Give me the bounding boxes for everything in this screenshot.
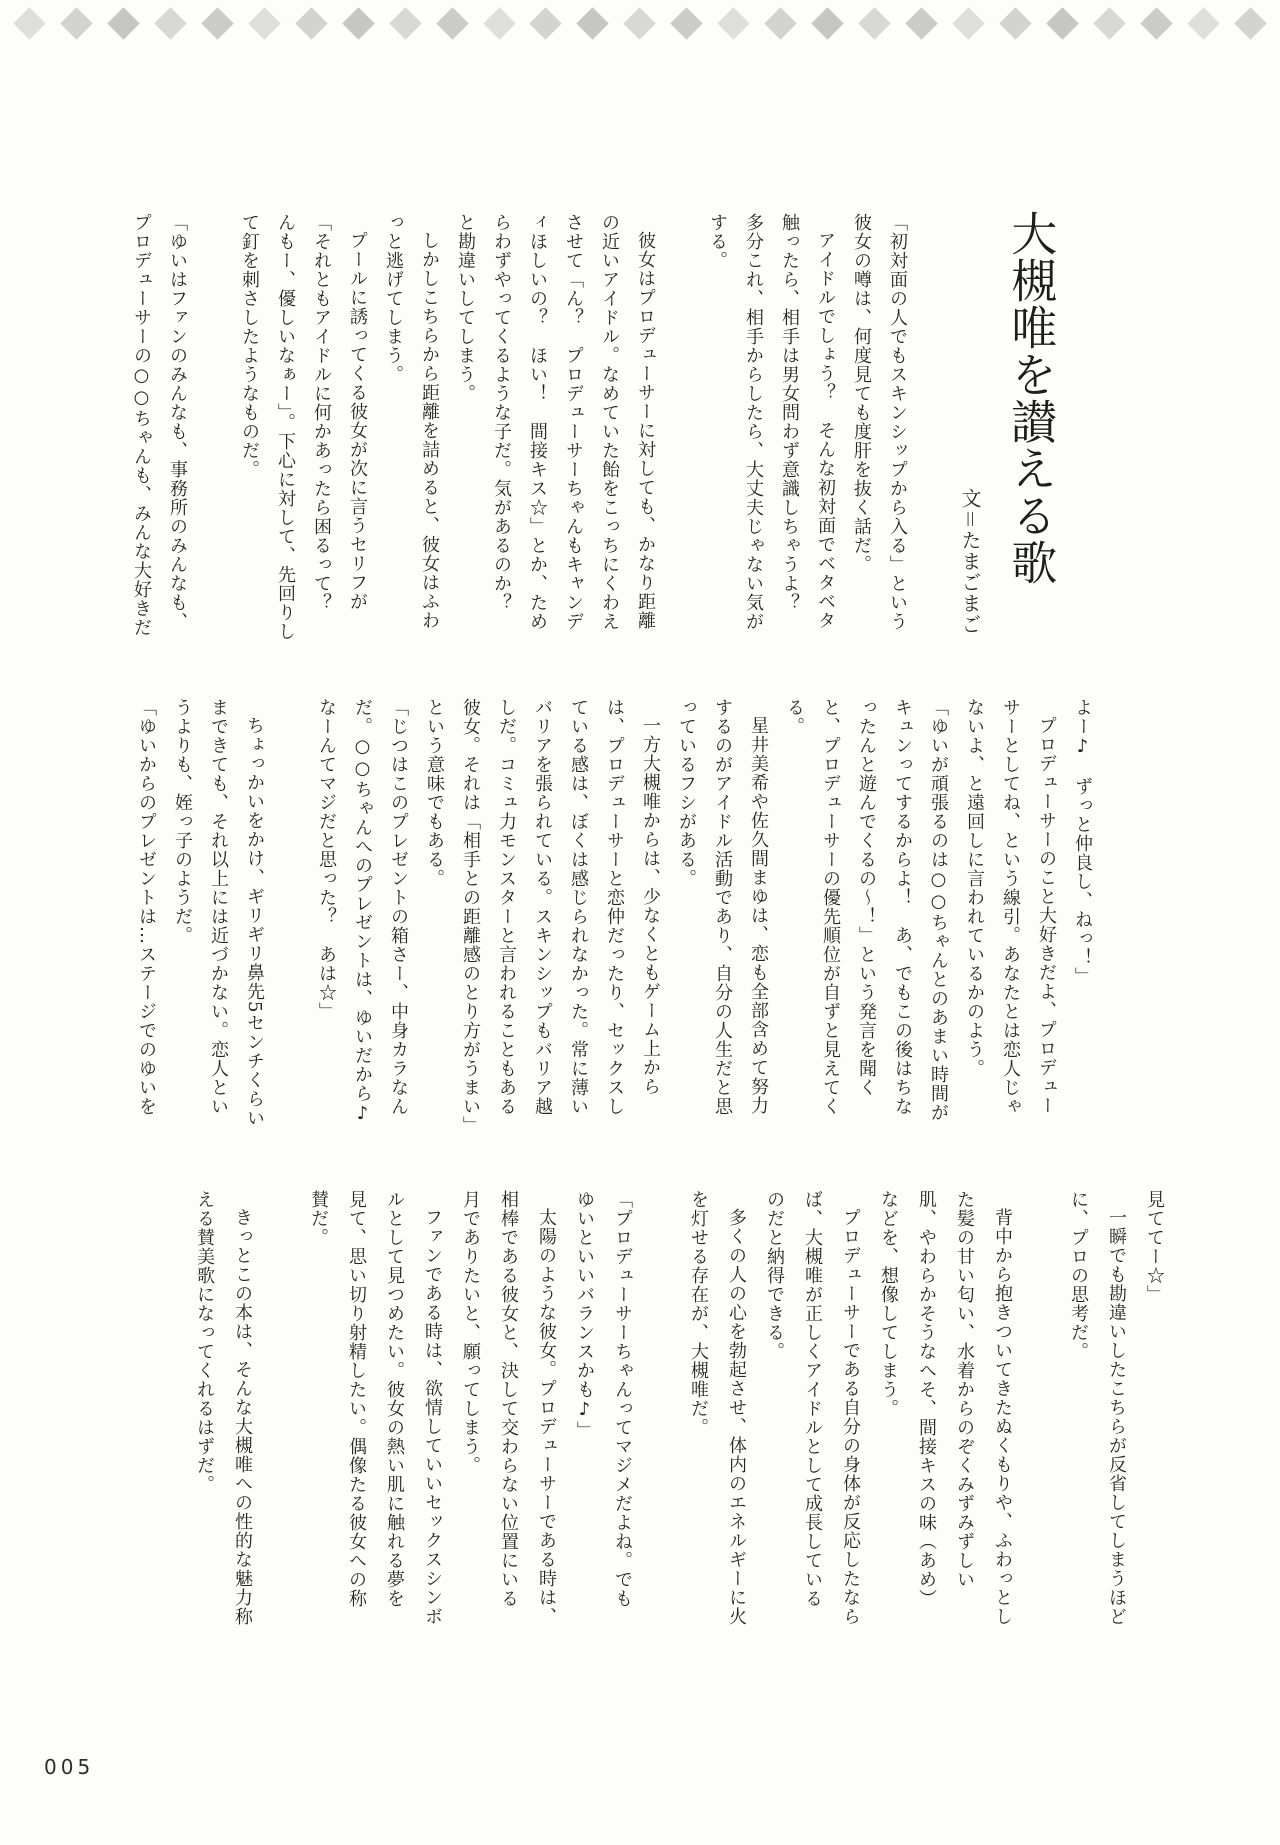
diamond-ornament-icon (1234, 7, 1267, 40)
diamond-ornament-icon (1187, 7, 1220, 40)
paragraph: 「ゆいが頑張るのは○○ちゃんとのあまい時間がキュンってするからよ！ あ、でもこの後はちなったんと遊んでくるの～！」という発言を聞くと、プロデューサーの優先順位が自ずと見えてくる。 (784, 698, 949, 1122)
paragraph: プロデューサーのこと大好きだよ、プロデューサーとしてね、という線引。あなたとは恋人じゃないよ、と遠回しに言われているかのよう。 (964, 698, 1057, 1116)
diamond-ornament-icon (530, 7, 563, 40)
diamond-ornament-icon (952, 7, 985, 40)
paragraph: しかしこちらから距離を詰めると、彼女はふわっと逃げてしまう。 (383, 213, 440, 630)
paragraph: ちょっかいをかけ、ギリギリ鼻先5センチくらいまできても、それ以上には近づかない。恋人というよりも、姪っ子のようだ。 (172, 698, 265, 1128)
paragraph: よー♪ ずっと仲良し、ねっ！」 (1072, 698, 1093, 986)
paragraph: 太陽のような彼女。プロデューサーである時は、相棒である彼女と、決して交わらない位置にいる月でありたいと、願ってしまう。 (460, 1190, 557, 1626)
essay-block-top (115, 213, 915, 647)
paragraph: 見ててー☆」 (1144, 1190, 1165, 1304)
byline: 文＝たまごまご (958, 488, 982, 635)
diamond-ornament-icon (1093, 7, 1126, 40)
paragraph: プールに誘ってくる彼女が次に言うセリフが「それともアイドルに何かあったら困るって？ んもー、優しいなぁー」。下心に対して、先回りして釘を刺さしたようなものだ。 (239, 213, 368, 641)
paragraph: 彼女はプロデューサーに対しても、かなり距離の近いアイドル。なめていた飴をこっちにくわえさせて「ん？ プロデューサーちゃんもキャンディほしいの？ ほい！ 間接キス☆」とか、ためらわずやってくるような子だ。気があるのか？ と勘違いしてしまう。 (455, 213, 656, 631)
paragraph: 「初対面の人でもスキンシップから入る」という彼女の噂は、何度見ても度肝を抜く話だ。 (851, 213, 908, 631)
diamond-ornament-icon (764, 7, 797, 40)
paragraph: 「じつはこのプレゼントの箱さー、中身カラなんだ。○○ちゃんへのプレゼントは、ゆいだから♪ なーんてマジだと思った？ あは☆」 (316, 698, 409, 1144)
diamond-ornament-icon (154, 7, 187, 40)
top-ornament-row (18, 5, 1262, 41)
diamond-ornament-icon (389, 7, 422, 40)
diamond-ornament-icon (107, 7, 140, 40)
diamond-ornament-icon (1046, 7, 1079, 40)
diamond-ornament-icon (1140, 7, 1173, 40)
diamond-ornament-icon (295, 7, 328, 40)
diamond-ornament-icon (248, 7, 281, 40)
paragraph: 背中から抱きついてきたぬくもりや、ふわっとした髪の甘い匂い、水着からのぞくみずみずしい肌、やわらかそうなへそ、間接キスの味（あめ）などを、想像してしまう。 (878, 1190, 1013, 1626)
diamond-ornament-icon (483, 7, 516, 40)
paragraph: 「ゆいはファンのみんなも、事務所のみんなも、プロデューサーの○○ちゃんも、みんな大好きだ (131, 213, 188, 637)
diamond-ornament-icon (201, 7, 234, 40)
diamond-ornament-icon (999, 7, 1032, 40)
paragraph: 「ゆいからのプレゼントは…ステージでのゆいを (136, 698, 157, 1116)
diamond-ornament-icon (905, 7, 938, 40)
diamond-ornament-icon (577, 7, 610, 40)
paragraph: 一瞬でも勘違いしたこちらが反省してしまうほどに、プロの思考だ。 (1068, 1190, 1127, 1626)
diamond-ornament-icon (858, 7, 891, 40)
paragraph: 一方大槻唯からは、少なくともゲーム上からは、プロデューサーと恋仲だったり、セックスしている感は、ぼくは感じられなかった。常に薄いバリアを張られている。スキンシップもバリア越しだ。コミュ力モンスターと言われることもある彼女。それは「相手との距離感のとり方がうまい」という意味でもある。 (424, 698, 661, 1126)
diamond-ornament-icon (60, 7, 93, 40)
paragraph: ファンである時は、欲情していいセックスシンボルとして見つめたい。彼女の熱い肌に触れる夢を見て、思い切り射精したい。偶像たる彼女への称賛だ。 (308, 1190, 443, 1626)
diamond-ornament-icon (342, 7, 375, 40)
essay-block-middle (110, 698, 1100, 1144)
essay-block-bottom (93, 1190, 1173, 1626)
diamond-ornament-icon (718, 7, 751, 40)
paragraph: 多くの人の心を勃起させ、体内のエネルギーに火を灯せる存在が、大槻唯だ。 (688, 1190, 747, 1626)
paragraph: プロデューサーである自分の身体が反応したならば、大槻唯が正しくアイドルとして成長しているのだと納得できる。 (764, 1190, 861, 1626)
paragraph: 星井美希や佐久間まゆは、恋も全部含めて努力するのがアイドル活動であり、自分の人生だと思っているフシがある。 (676, 698, 769, 1116)
diamond-ornament-icon (624, 7, 657, 40)
diamond-ornament-icon (811, 7, 844, 40)
paragraph: きっとこの本は、そんな大槻唯への性的な魅力称える賛美歌になってくれるはずだ。 (194, 1190, 253, 1626)
paragraph: アイドルでしょう？ そんな初対面でベタベタ触ったら、相手は男女問わず意識しちゃうよ？ 多分これ、相手からしたら、大丈夫じゃない気がする。 (707, 213, 836, 631)
diamond-ornament-icon (671, 7, 704, 40)
diamond-ornament-icon (436, 7, 469, 40)
diamond-ornament-icon (13, 7, 46, 40)
paragraph: 「プロデューサーちゃんってマジメだよね。でもゆいといいバランスかも♪」 (574, 1190, 633, 1608)
page-title: 大槻唯を讃える歌 (1004, 210, 1059, 586)
page-number: 005 (44, 1755, 95, 1779)
